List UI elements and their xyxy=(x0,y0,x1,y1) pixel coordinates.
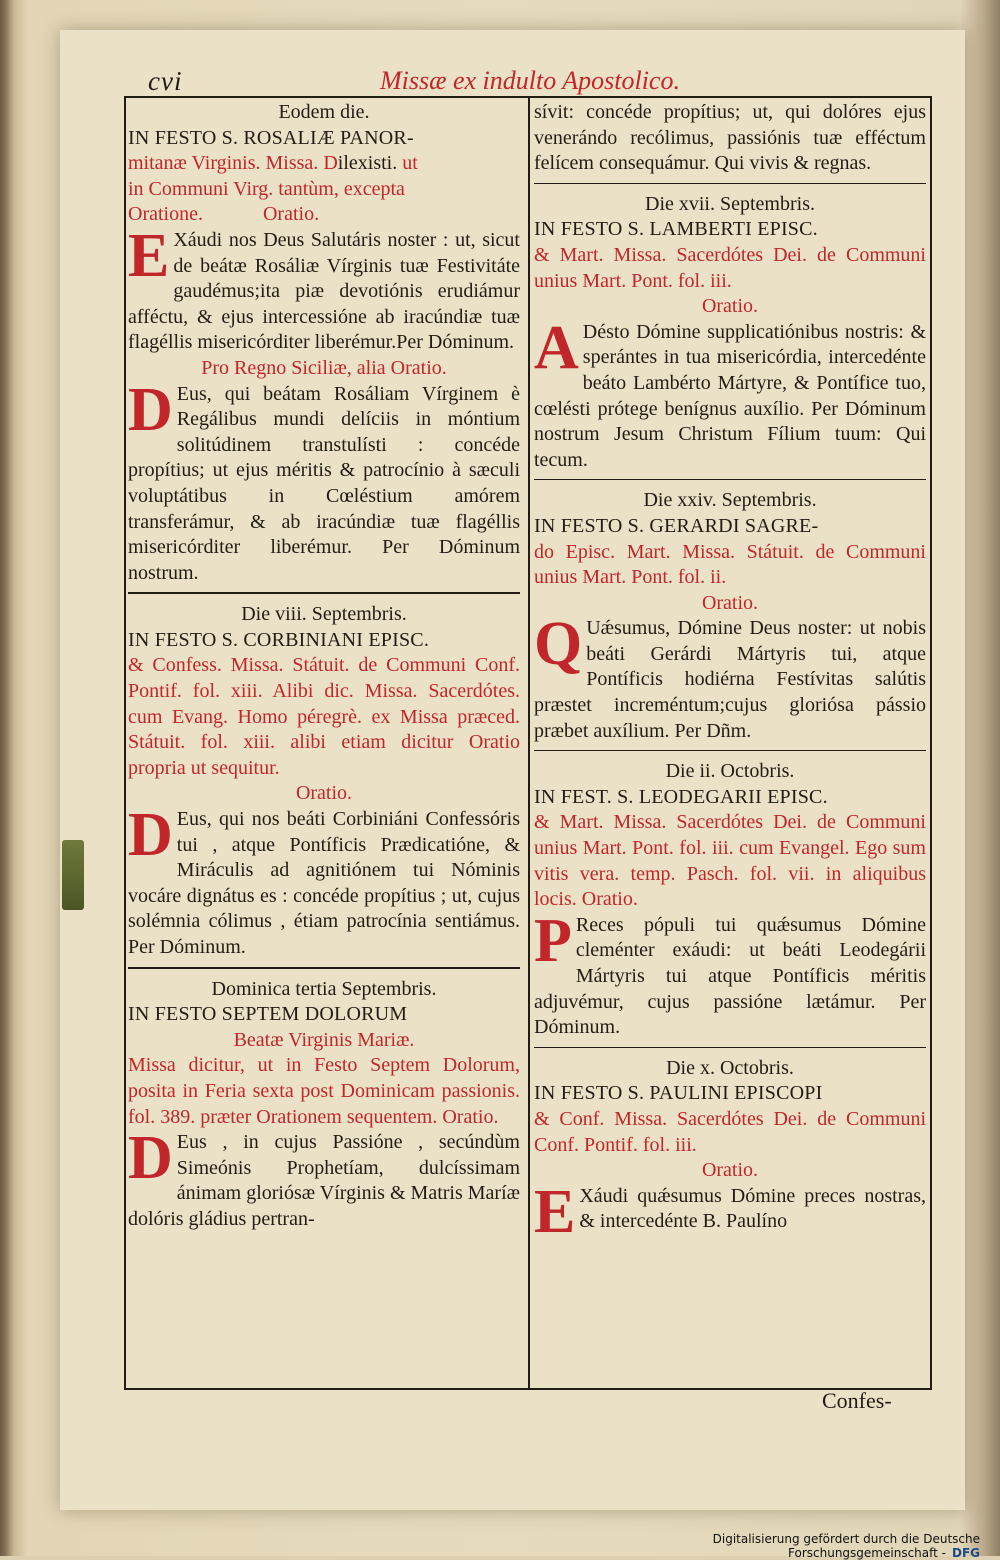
prayer-body: Uǽsumus, Dómine Deus noster: ut nobis beáti Gerárdi Mártyris tui, atque Pontíficis hodiérna Festívitas salútis præstet increméntum;cujus gloriósa pássio præbet auxílium. Per Dñm. xyxy=(534,617,926,742)
prayer-text xyxy=(128,801,520,961)
drop-capital: D xyxy=(128,375,173,444)
section-date: Die viii. Septembris. xyxy=(241,603,407,626)
rubric-block: & Mart. Missa. Sacerdótes Dei. de Communi unius Mart. Pont. fol. iii. cum Evangel. Ego sum vitis vera. temp. Pasch. fol. vii. in aliquibus locis. Oratio. xyxy=(534,811,926,911)
prayer-text xyxy=(534,610,926,744)
rubric-block: do Episc. Mart. Missa. Státuit. de Communi unius Mart. Pont. fol. ii. xyxy=(534,540,926,589)
rubric-part: ut xyxy=(402,152,418,175)
oratio-heading: Oratio. xyxy=(701,591,759,614)
drop-capital: P xyxy=(534,906,572,975)
feast-title: IN FESTO S. CORBINIANI EPISC. xyxy=(128,628,430,651)
oratio-heading: Oratio. xyxy=(701,295,759,318)
rubric-part: D xyxy=(323,152,338,175)
prayer-body: Eus , in cujus Passióne , secúndùm Simeónis Prophetíam, dulcíssimam ánimam gloriósæ Vírginis & Matris Maríæ dolóris gládius pertran- xyxy=(128,1131,520,1230)
oratio-heading: Oratio. xyxy=(295,782,353,805)
feast-title: IN FESTO S. GERARDI SAGRE- xyxy=(534,514,819,537)
section-date: Die ii. Octobris. xyxy=(665,760,795,783)
rubric-line: Pro Regno Siciliæ, alia Oratio. xyxy=(201,356,447,379)
section-leodegar xyxy=(534,759,926,1041)
drop-capital: D xyxy=(128,1124,173,1193)
page-number: cvi xyxy=(148,66,183,96)
rubric-block: & Conf. Missa. Sacerdótes Dei. de Communi Conf. Pontif. fol. iii. xyxy=(534,1107,926,1156)
feast-title: IN FESTO S. PAULINI EPISCOPI xyxy=(534,1082,823,1105)
oratio-heading: Oratio. xyxy=(701,1159,759,1182)
section-corbinian xyxy=(128,602,520,960)
section-lambert xyxy=(534,192,926,474)
section-rule xyxy=(534,750,926,751)
dfg-logo: DFG xyxy=(951,1546,980,1560)
prayer-body: Désto Dómine supplicatiónibus nostris: & sperántes in tua misericórdia, intercedénte beáto Lambérto Mártyre, & Pontífice tuo, cœlésti prótege benígnus auxílio. Per Dóminum nostrum Jesum Christum Fílium tuum: Qui tecum. xyxy=(534,320,926,471)
prayer-body: Xáudi quǽsumus Dómine preces nostras, & intercedénte B. Paulíno xyxy=(579,1184,926,1233)
feast-title: IN FESTO S. ROSALIÆ PANOR- xyxy=(128,126,414,149)
section-rule xyxy=(534,1047,926,1048)
continued-prayer: sívit: concéde propítius; ut, qui dolóres ejus venerándo recólimus, passiónis tuæ efféctum felícem consequámur. Qui vivis & regnas. xyxy=(534,101,926,175)
rubric-line: in Communi Virg. tantùm, excepta xyxy=(128,177,405,200)
bookmark-ribbon xyxy=(62,840,84,910)
rubric-block: & Mart. Missa. Sacerdótes Dei. de Communi unius Mart. Pont. fol. iii. xyxy=(534,243,926,292)
prayer-text xyxy=(534,1177,926,1246)
frame-right-rule xyxy=(930,96,932,1390)
drop-capital: Q xyxy=(534,610,583,679)
frame-left-rule xyxy=(124,96,126,1390)
column-divider xyxy=(528,96,530,1390)
prayer-body: Eus, qui beátam Rosáliam Vírginem è Regálibus mundi delíciis in móntium solitúdinem transtulísti : concéde propítius; ut ejus méritis & patrocínio à sæculi voluptátibus in Cœléstium amórem transferámur, & ab iracúndiæ tuæ flagéllis misericórditer liberémur. Per Dóminum nostrum. xyxy=(128,382,520,584)
drop-capital: D xyxy=(128,801,173,870)
section-paulinus xyxy=(534,1056,926,1246)
feast-title: IN FESTO SEPTEM DOLORUM xyxy=(128,1003,408,1026)
rubric-line xyxy=(128,151,520,177)
prayer-text xyxy=(128,375,520,587)
prayer-text xyxy=(128,221,520,356)
rubric-line: Oratione. Oratio. xyxy=(128,203,320,226)
left-column xyxy=(128,100,520,1237)
rubric-part: ilexisti. xyxy=(337,152,403,175)
running-title: Missæ ex indulto Apostolico. xyxy=(380,66,680,95)
section-septem-dolorum xyxy=(128,977,520,1233)
feast-subtitle: Beatæ Virginis Mariæ. xyxy=(233,1028,415,1051)
section-rule xyxy=(534,479,926,480)
prayer-body: Xáudi nos Deus Salutáris noster : ut, sicut de beátæ Rosáliæ Vírginis tuæ Festivitáte gaudémus;ita piæ devotiónis erudiámur afféctu, & ejus intercessióne ab iracúndiæ tuæ flagéllis misericórditer liberémur.Per Dóminum. xyxy=(128,228,520,354)
section-gerard xyxy=(534,488,926,744)
rubric-block: & Confess. Missa. Státuit. de Communi Conf. Pontif. fol. xiii. Alibi dic. Missa. Sacerdótes. cum Evang. Homo péregrè. ex Missa præced. Státuit. fol. xiii. alibi etiam dicitur Oratio propria ut sequitur. xyxy=(128,654,520,779)
rubric-block: Missa dicitur, ut in Festo Septem Dolorum, posita in Feria sexta post Dominicam passionis. fol. 389. præter Orationem sequentem. Oratio. xyxy=(128,1054,520,1128)
section-date: Die x. Octobris. xyxy=(666,1056,794,1079)
section-date: Eodem die. xyxy=(278,101,370,123)
feast-title: IN FEST. S. LEODEGARII EPISC. xyxy=(534,785,828,808)
right-column xyxy=(534,100,926,1246)
prayer-text xyxy=(128,1124,520,1232)
prayer-text xyxy=(534,313,926,474)
section-rule xyxy=(128,592,520,594)
section-date: Dominica tertia Septembris. xyxy=(211,977,437,1000)
footer-text: Digitalisierung gefördert durch die Deutsche Forschungsgemeinschaft - xyxy=(712,1532,980,1560)
section-rule xyxy=(534,183,926,184)
feast-title: IN FESTO S. LAMBERTI EPISC. xyxy=(534,218,818,241)
prayer-text xyxy=(534,906,926,1041)
prayer-body: Eus, qui nos beáti Corbiniáni Confessóris tui , atque Pontíficis Prædicatióne, & Miráculis ad agnitiónem tui Nóminis vocáre dignátus es : concéde propítius ; ut, cujus solémnia cólimus , étiam patrocínia sentiámus. Per Dóminum. xyxy=(128,808,520,958)
section-date: Die xxiv. Septembris. xyxy=(643,489,817,512)
section-rosalia xyxy=(128,100,520,586)
prayer-body: Reces pópuli tui quǽsumus Dómine cleménter exáudi: ut beáti Leodegárii Mártyris tui atque Pontíficis méritis adjuvémur, cujus passióne lætámur. Per Dóminum. xyxy=(534,913,926,1039)
drop-capital: A xyxy=(534,313,579,382)
drop-capital: E xyxy=(534,1177,576,1246)
section-date: Die xvii. Septembris. xyxy=(645,192,815,215)
rubric-part: mitanæ Virginis. Missa. xyxy=(128,152,324,175)
section-rule xyxy=(128,967,520,969)
catchword: Confes- xyxy=(822,1388,892,1413)
drop-capital: E xyxy=(128,221,170,290)
